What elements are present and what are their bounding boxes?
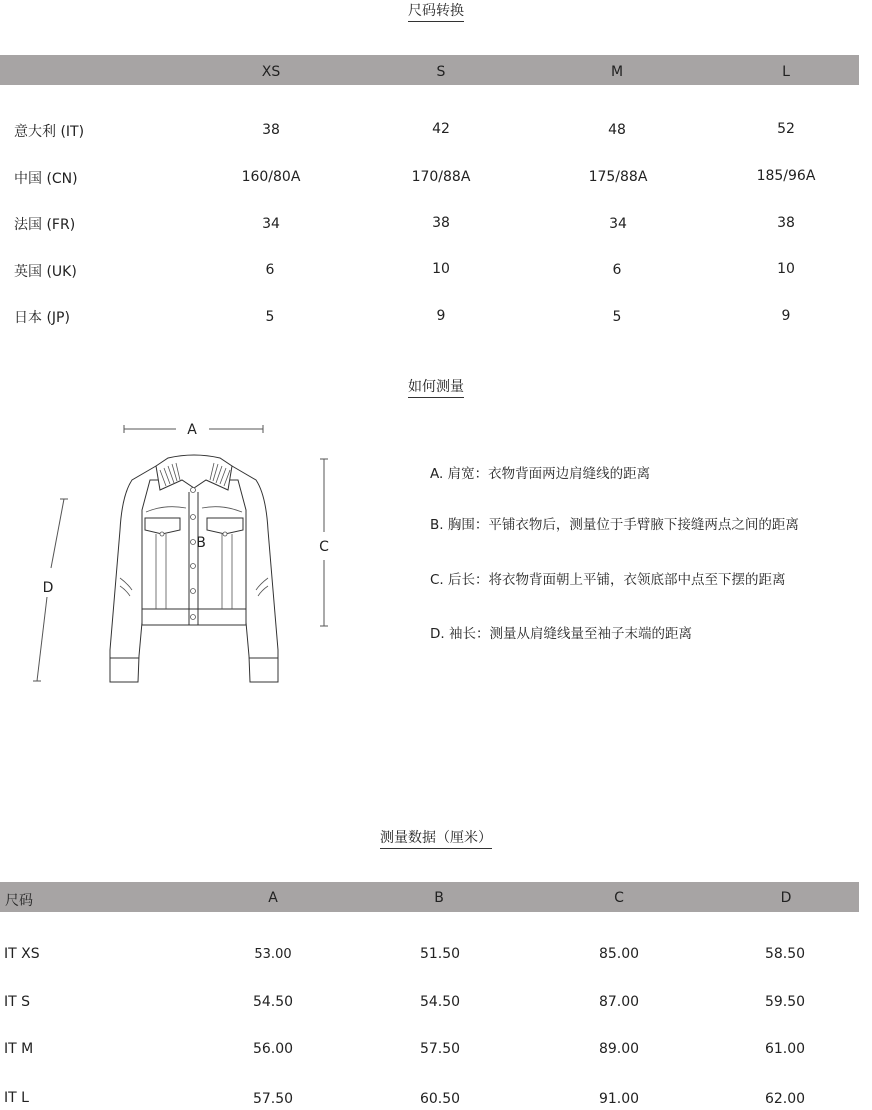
row-label-it: 意大利 (IT) xyxy=(14,124,85,140)
label-d: D xyxy=(42,580,54,596)
row-label-cn: 中国 (CN) xyxy=(14,171,78,187)
row-label-fr: 法国 (FR) xyxy=(14,217,76,233)
table-cell: 54.50 xyxy=(419,994,461,1010)
row-label-it-s: IT S xyxy=(4,994,31,1010)
table-cell: 175/88A xyxy=(588,169,648,185)
table-cell: 10 xyxy=(432,261,450,277)
table-cell: 51.50 xyxy=(419,946,461,962)
table-cell: 38 xyxy=(262,122,280,138)
table-cell: 57.50 xyxy=(252,1091,294,1107)
table-cell: 61.00 xyxy=(764,1041,806,1057)
table-cell: 57.50 xyxy=(419,1041,461,1057)
table-cell: 54.50 xyxy=(252,994,294,1010)
measure-desc-b: B. 胸围：平铺衣物后，测量位于手臂腋下接缝两点之间的距离 xyxy=(430,517,799,533)
table-cell: 85.00 xyxy=(598,946,640,962)
table-cell: 34 xyxy=(609,216,627,232)
how-to-measure-title: 如何测量 xyxy=(0,376,872,396)
table-cell: 60.50 xyxy=(419,1091,461,1107)
jacket-measurement-diagram xyxy=(0,400,400,700)
col-header-c: C xyxy=(614,890,624,906)
table-cell: 48 xyxy=(608,122,626,138)
col-header-d: D xyxy=(780,890,792,906)
table-cell: 160/80A xyxy=(241,169,301,185)
measurements-header xyxy=(0,882,859,912)
col-header-s: S xyxy=(436,64,446,80)
measure-desc-d: D. 袖长：测量从肩缝线量至袖子末端的距离 xyxy=(430,626,692,642)
table-cell: 59.50 xyxy=(764,994,806,1010)
row-label-jp: 日本 (JP) xyxy=(14,310,70,326)
size-conversion-title: 尺码转换 xyxy=(0,0,872,20)
table-cell: 38 xyxy=(432,215,450,231)
col-header-m: M xyxy=(610,64,624,80)
table-cell: 170/88A xyxy=(411,169,471,185)
label-b: B xyxy=(196,535,206,551)
table-cell: 52 xyxy=(777,121,795,137)
table-cell: 42 xyxy=(432,121,450,137)
table-cell: 53.00 xyxy=(254,947,292,962)
table-cell: 9 xyxy=(781,308,791,324)
table-cell: 5 xyxy=(265,309,275,325)
table-cell: 58.50 xyxy=(764,946,806,962)
col-header-l: L xyxy=(782,64,790,80)
table-cell: 5 xyxy=(612,309,622,325)
table-cell: 34 xyxy=(262,216,280,232)
table-cell: 91.00 xyxy=(598,1091,640,1107)
table-cell: 62.00 xyxy=(764,1091,806,1107)
table-cell: 56.00 xyxy=(252,1041,294,1057)
size-conversion-header xyxy=(0,55,859,85)
col-header-size: 尺码 xyxy=(5,893,33,909)
table-cell: 89.00 xyxy=(598,1041,640,1057)
table-cell: 10 xyxy=(777,261,795,277)
row-label-it-l: IT L xyxy=(4,1090,29,1106)
measurements-title: 测量数据（厘米） xyxy=(0,827,872,847)
table-cell: 6 xyxy=(612,262,622,278)
row-label-it-xs: IT XS xyxy=(4,946,40,962)
table-cell: 6 xyxy=(265,262,275,278)
table-cell: 38 xyxy=(777,215,795,231)
measure-desc-c: C. 后长：将衣物背面朝上平铺，衣领底部中点至下摆的距离 xyxy=(430,572,786,588)
table-cell: 9 xyxy=(436,308,446,324)
col-header-b: B xyxy=(434,890,444,906)
row-label-it-m: IT M xyxy=(4,1041,34,1057)
col-header-xs: XS xyxy=(261,64,281,80)
row-label-uk: 英国 (UK) xyxy=(14,264,77,280)
table-cell: 87.00 xyxy=(598,994,640,1010)
table-cell: 185/96A xyxy=(756,168,816,184)
col-header-a: A xyxy=(268,890,278,906)
measure-desc-a: A. 肩宽：衣物背面两边肩缝线的距离 xyxy=(430,466,651,482)
label-a: A xyxy=(187,422,197,438)
label-c: C xyxy=(319,539,329,555)
